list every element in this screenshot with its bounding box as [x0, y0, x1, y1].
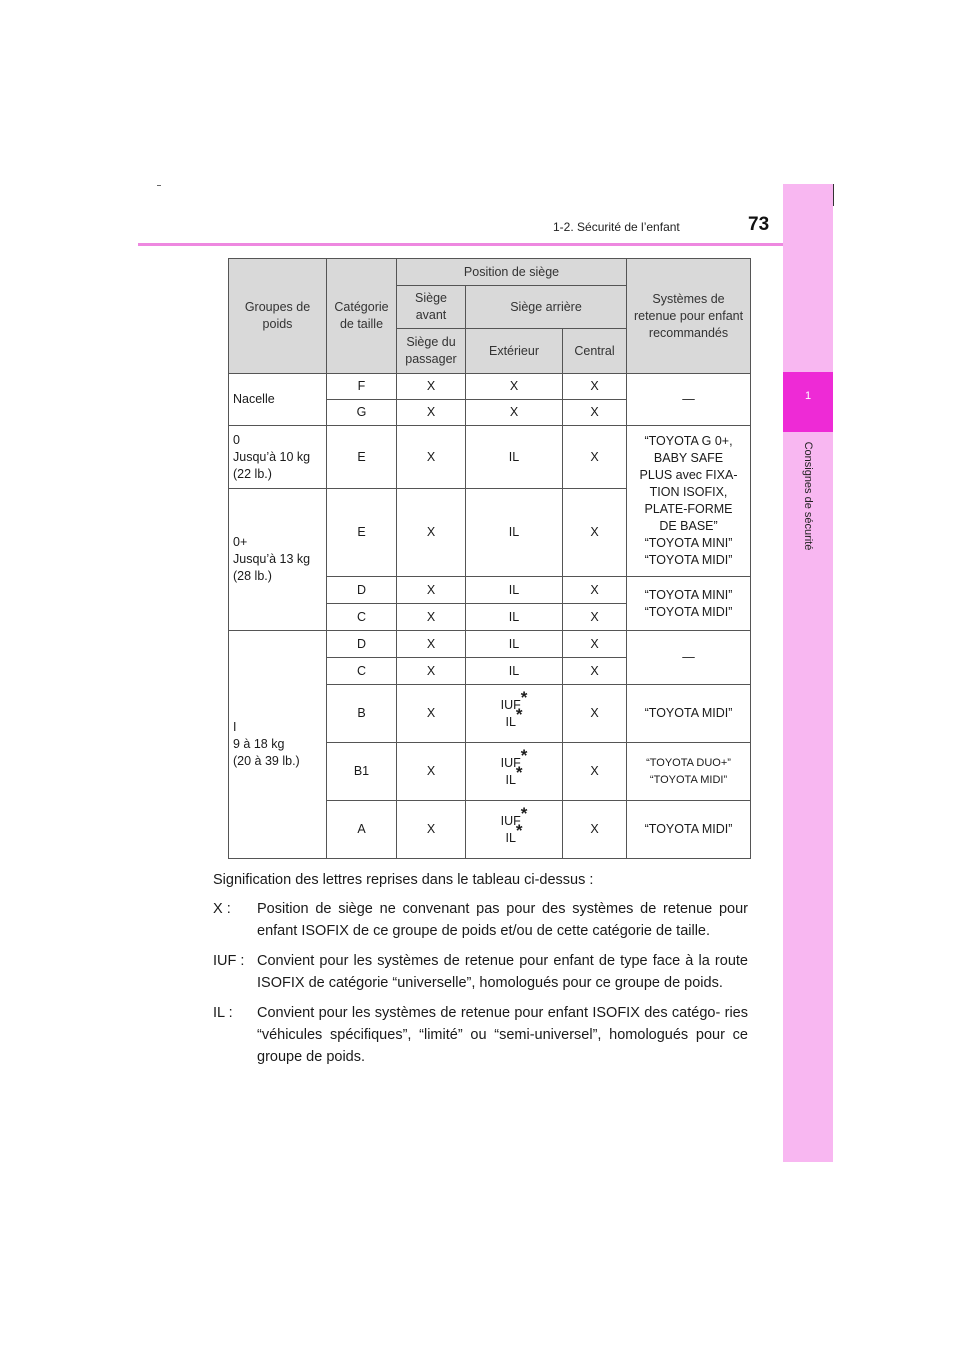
- cell-passenger: X: [397, 801, 466, 859]
- cell-passenger: X: [397, 400, 466, 426]
- header-outer: Extérieur: [466, 329, 563, 374]
- group-1: [229, 631, 327, 859]
- section-title: 1-2. Sécurité de l’enfant: [553, 220, 680, 234]
- group-0-plus: [229, 489, 327, 631]
- cell-central: X: [563, 685, 627, 743]
- recommended-line: “TOYOTA MIDI”: [644, 604, 733, 619]
- side-tab-strip: [783, 184, 833, 1162]
- legend-item-il: [213, 1002, 748, 1068]
- cell-category: E: [327, 489, 397, 577]
- table-row: [229, 374, 751, 400]
- recommended-line: “TOYOTA MIDI”: [644, 553, 733, 567]
- recommended-line: BABY SAFE: [653, 451, 724, 465]
- cell-category: G: [327, 400, 397, 426]
- outer-value: IL: [505, 714, 516, 729]
- cell-category: B: [327, 685, 397, 743]
- header-passenger-seat: Siège du passager: [397, 329, 466, 374]
- side-tab-chapter-label: Consignes de sécurité: [802, 441, 814, 551]
- cell-outer: [466, 743, 563, 801]
- cell-central: X: [563, 801, 627, 859]
- header-central: Central: [563, 329, 627, 374]
- cell-central: X: [563, 426, 627, 489]
- legend-text: Convient pour les systèmes de retenue pour enfant de type face à la route ISOFIX de catégorie “universelle”, homologués pour ce groupe de poids.: [257, 953, 748, 991]
- header-seat-position: Position de siège: [397, 259, 627, 286]
- cell-outer: [466, 685, 563, 743]
- cell-outer: [466, 801, 563, 859]
- group-0: [229, 426, 327, 489]
- cell-central: X: [563, 604, 627, 631]
- cell-passenger: X: [397, 374, 466, 400]
- recommended-line: “TOYOTA G 0+,: [644, 434, 733, 448]
- cell-passenger: X: [397, 426, 466, 489]
- cell-recommended: [627, 577, 751, 631]
- cell-central: X: [563, 743, 627, 801]
- footnote-star: *: [520, 687, 528, 707]
- side-tab-active-chapter[interactable]: [783, 372, 833, 432]
- cell-recommended: [627, 426, 751, 577]
- footnote-star: *: [515, 704, 523, 724]
- cell-outer: X: [466, 400, 563, 426]
- page-number: 73: [748, 214, 770, 235]
- footnote-star: *: [520, 803, 528, 823]
- footnote-star: *: [515, 820, 523, 840]
- cell-passenger: X: [397, 685, 466, 743]
- recommended-line: “TOYOTA DUO+”: [646, 756, 731, 769]
- cell-recommended: “TOYOTA MIDI”: [627, 801, 751, 859]
- legend-key: X :: [213, 901, 231, 917]
- cell-recommended: —: [627, 631, 751, 685]
- recommended-line: “TOYOTA MIDI”: [649, 773, 728, 786]
- cell-outer: IL: [466, 631, 563, 658]
- cell-recommended: “TOYOTA MIDI”: [627, 685, 751, 743]
- recommended-line: TION ISOFIX,: [649, 485, 728, 499]
- cell-category: F: [327, 374, 397, 400]
- cell-central: X: [563, 631, 627, 658]
- header-rear-seat: Siège arrière: [466, 286, 627, 329]
- legend-intro: Signification des lettres reprises dans le tableau ci-dessus :: [213, 872, 594, 888]
- side-tab-chapter-number: 1: [804, 390, 812, 402]
- footnote-star: *: [520, 745, 528, 765]
- group-1-line: 9 à 18 kg: [233, 737, 285, 751]
- cell-central: X: [563, 374, 627, 400]
- cell-recommended: [627, 743, 751, 801]
- header-front-seat: Siège avant: [397, 286, 466, 329]
- cell-passenger: X: [397, 631, 466, 658]
- legend-key: IL :: [213, 1005, 233, 1021]
- legend-text: Convient pour les systèmes de retenue pour enfant ISOFIX des catégo- ries “véhicules spécifiques”, “limité” ou “semi-universel”, homologués pour ce groupe de poids.: [257, 1005, 748, 1065]
- cell-central: X: [563, 489, 627, 577]
- cell-central: X: [563, 577, 627, 604]
- group-0-plus-line: Jusqu’à 13 kg: [233, 552, 311, 566]
- recommended-line: “TOYOTA MINI”: [644, 536, 733, 550]
- cell-category: E: [327, 426, 397, 489]
- outer-value: IUF: [500, 755, 521, 770]
- outer-value: IUF: [500, 697, 521, 712]
- table-row: [229, 631, 751, 658]
- group-1-line: (20 à 39 lb.): [233, 754, 300, 768]
- legend-item-x: [213, 898, 748, 942]
- cell-outer: IL: [466, 426, 563, 489]
- recommended-line: “TOYOTA MINI”: [644, 587, 733, 602]
- cell-recommended: —: [627, 374, 751, 426]
- group-nacelle: Nacelle: [229, 374, 327, 426]
- isofix-seat-table: [228, 258, 751, 859]
- group-1-line: I: [233, 720, 237, 734]
- group-0-plus-line: 0+: [233, 535, 248, 549]
- legend-key: IUF :: [213, 953, 245, 969]
- cell-outer: X: [466, 374, 563, 400]
- cell-category: A: [327, 801, 397, 859]
- header-recommended-systems: Systèmes de retenue pour enfant recommandés: [627, 259, 751, 374]
- legend-item-iuf: [213, 950, 748, 994]
- group-0-line: Jusqu’à 10 kg: [233, 449, 311, 464]
- outer-value: IL: [505, 772, 516, 787]
- table-row: [229, 426, 751, 489]
- group-0-line: (22 lb.): [233, 466, 272, 481]
- cell-passenger: X: [397, 604, 466, 631]
- cell-passenger: X: [397, 658, 466, 685]
- cell-category: D: [327, 631, 397, 658]
- cell-category: C: [327, 604, 397, 631]
- cell-outer: IL: [466, 489, 563, 577]
- cell-outer: IL: [466, 658, 563, 685]
- group-0-plus-line: (28 lb.): [233, 569, 272, 583]
- cell-category: C: [327, 658, 397, 685]
- cell-central: X: [563, 658, 627, 685]
- recommended-line: DE BASE”: [659, 519, 718, 533]
- cell-central: X: [563, 400, 627, 426]
- outer-value: IUF: [500, 813, 521, 828]
- header-rule: [138, 243, 783, 246]
- cell-passenger: X: [397, 577, 466, 604]
- footnote-star: *: [515, 762, 523, 782]
- cell-category: D: [327, 577, 397, 604]
- outer-value: IL: [505, 830, 516, 845]
- cell-passenger: X: [397, 489, 466, 577]
- header-category: Catégorie de taille: [327, 259, 397, 374]
- cell-outer: IL: [466, 577, 563, 604]
- cell-category: B1: [327, 743, 397, 801]
- legend: [213, 869, 748, 1076]
- recommended-line: PLUS avec FIXA-: [639, 468, 738, 482]
- cell-passenger: X: [397, 743, 466, 801]
- registration-mark: [157, 185, 161, 186]
- legend-text: Position de siège ne convenant pas pour des systèmes de retenue pour enfant ISOFIX de ce groupe de poids et/ou de cette catégorie de taille.: [257, 901, 748, 939]
- recommended-line: PLATE-FORME: [644, 502, 733, 516]
- header-groups: Groupes de poids: [229, 259, 327, 374]
- cell-outer: IL: [466, 604, 563, 631]
- group-0-line: 0: [233, 432, 240, 447]
